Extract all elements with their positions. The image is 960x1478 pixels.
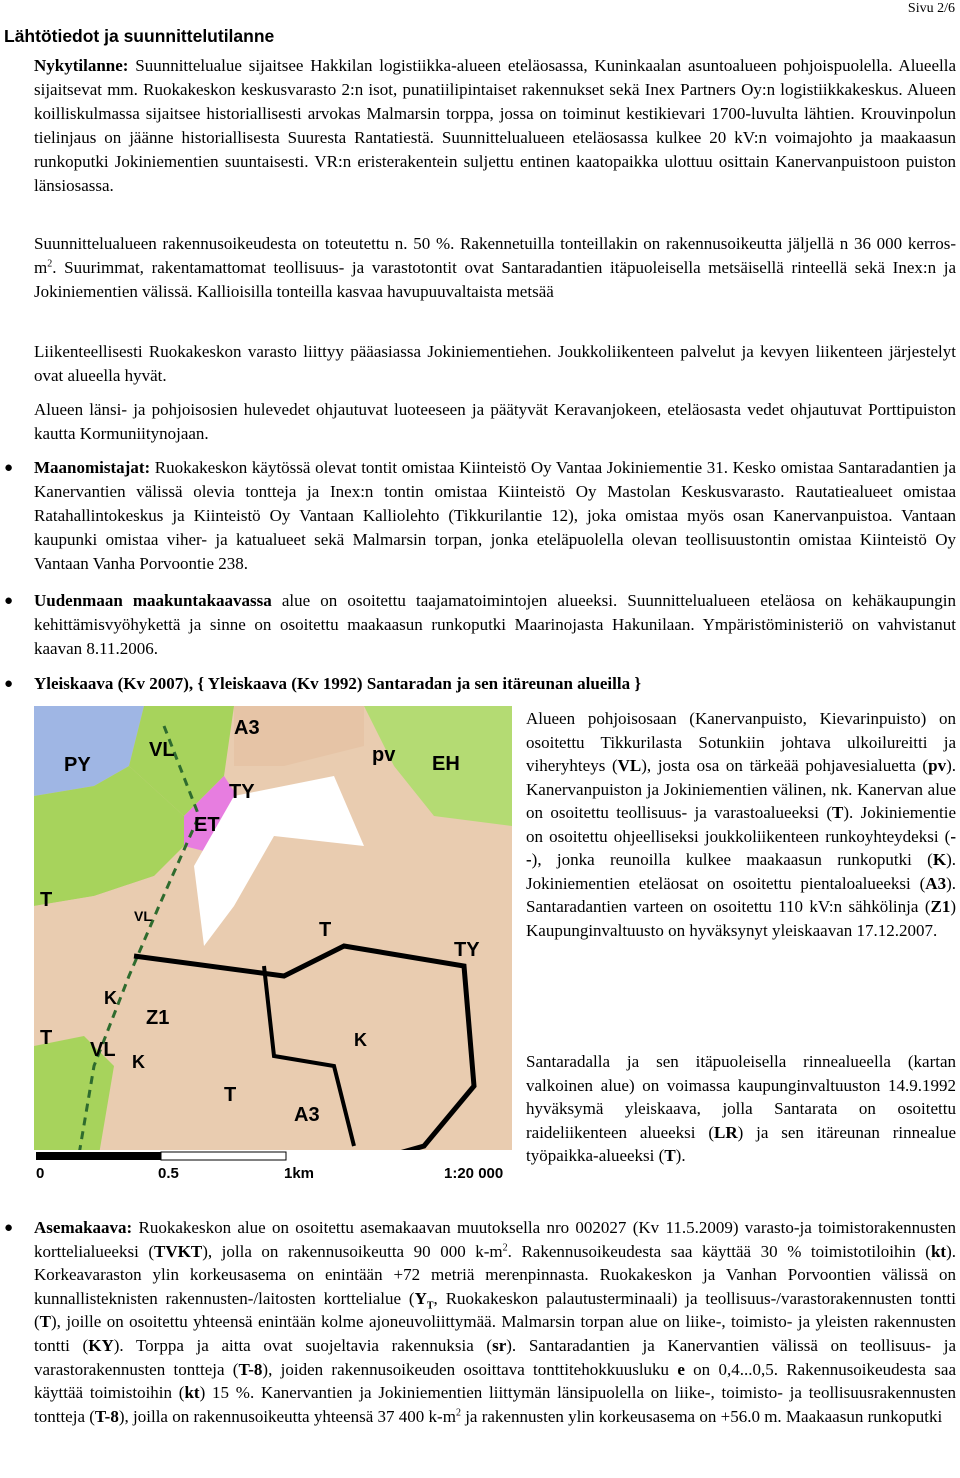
current-state-label: Nykytilanne: xyxy=(34,56,129,75)
map-description-2 xyxy=(526,1050,956,1168)
paragraph-stormwater: Alueen länsi- ja pohjoisosien hulevedet ohjautuvat luoteeseen ja päätyvät Keravanjokeen, eteläosasta vedet ohjautuvat Porttipuiston kautta Kormuniitynojaan. xyxy=(34,400,956,443)
bullet-icon: ● xyxy=(4,676,14,692)
text-run: T xyxy=(39,1312,52,1332)
scale-label: 1:20 000 xyxy=(444,1165,504,1182)
text-run: ), joiden rakennusoikeuden osoittava tonttitehokkuusluku xyxy=(262,1359,678,1379)
map-label: T xyxy=(224,1084,237,1106)
text-run: K xyxy=(932,850,947,869)
text-run: ). Santaradantien ja Kanervantien välissä on teollisuus- ja varastorakennusten tontteja ( xyxy=(34,1335,956,1379)
map-label: A3 xyxy=(234,717,260,739)
map-label: T xyxy=(40,889,53,911)
map-label: K xyxy=(104,988,117,1008)
master-plan-label: Yleiskaava (Kv 2007), { Yleiskaava (Kv 1992) Santaradan ja sen itäreunan alueilla } xyxy=(34,674,642,693)
text-run: ). Torppa ja aitta ovat suojeltavia rakennuksia ( xyxy=(113,1335,493,1355)
scale-bar-white xyxy=(161,1152,286,1160)
current-state-text: Suunnittelualue sijaitsee Hakkilan logistiikka-alueen eteläosassa, Kuninkaalan asuntoalueen pohjoispuolella. Alueella sijaitsevat mm. Ruokakeskon keskusvarasto 2:n isot, punatiilipintaiset rakennukset sekä Inex Partners Oy:n logistiikkakeskus. Alueen koilliskulmassa sijaitsee historiallisesti arvokas Malmarsin torppa, jossa on toiminut kestikievari 1700-luvulta lähtien. Krouvinpolun tielinjaus on jäänne historiallisesta Suuresta Rantatiestä. Suunnittelualueen eteläosassa kulkee 20 kV:n voimajohto ja maakaasun runkoputki Jokiniementien suuntaisesti. VR:n eristerakentein suljettu entinen kaatopaikka ulottuu osittain Kanervanpuistoon puiston länsiosassa. xyxy=(34,56,957,195)
paragraph-detailed-plan xyxy=(34,1216,956,1428)
text-run: ), joilla on rakennusoikeutta yhteensä 37 400 k-m xyxy=(118,1406,456,1426)
map-label: TY xyxy=(454,939,480,961)
text-run: T xyxy=(426,1300,434,1312)
paragraph-landowners xyxy=(34,456,956,576)
text-run: 2 xyxy=(455,1407,461,1419)
map-label: TY xyxy=(229,781,255,803)
text-run: Alueen pohjoisosaan (Kanervanpuisto, Kievarinpuisto) on osoitettu Tikkurilasta Sotunkiin johtava ulkoilureitti ja viheryhteys ( xyxy=(526,709,956,775)
text-run: KY xyxy=(88,1335,114,1355)
text-run: -- xyxy=(526,826,956,869)
text-run: on 0,4...0,5. Rakennusoikeudesta saa käyttää toimistoihin ( xyxy=(34,1359,957,1403)
bullet-icon: ● xyxy=(4,460,14,476)
text-run: ) Kaupunginvaltuusto on hyväksynyt yleiskaavan 17.12.2007. xyxy=(526,897,956,940)
text-run: Y xyxy=(414,1288,427,1308)
text-run: ). Kanervanpuiston ja Jokiniementien välinen, nk. Kanervan alue on osoitettu teollisuus- ja varastoalueeksi ( xyxy=(526,756,956,822)
map-label: pv xyxy=(372,744,396,766)
text-run: e xyxy=(677,1359,685,1379)
text-run: ). Santaradantien varteen on osoitettu 110 kV:n sähkölinja ( xyxy=(526,873,956,916)
map-label: A3 xyxy=(294,1104,320,1126)
map-label: T xyxy=(40,1027,53,1049)
map-label: PY xyxy=(64,754,91,776)
map-label: Z1 xyxy=(146,1007,170,1029)
text-run: . Rakennusoikeudesta saa käyttää 30 % toimistotiloihin ( xyxy=(507,1241,931,1261)
text-run: sr xyxy=(492,1335,507,1355)
map-label: EH xyxy=(432,753,460,775)
text-run: ). Jokiniementie on osoitettu ohjeelliseksi joukkoliikenteen runkoyhteydeksi ( xyxy=(526,803,957,846)
text-run: T-8 xyxy=(94,1406,119,1426)
paragraph-master-plan-heading xyxy=(34,672,956,696)
text-run: T xyxy=(832,803,844,822)
scale-bar-black xyxy=(36,1152,161,1160)
map-label: K xyxy=(132,1052,145,1072)
text-run: ), jonka reunoilla kulkee maakaasun runkoputki ( xyxy=(531,850,933,869)
paragraph-traffic: Liikenteellisesti Ruokakeskon varasto liittyy pääasiassa Jokiniementiehen. Joukkoliikenteen palvelut ja kevyen liikenteen järjestelyt ovat alueella hyvät. xyxy=(34,342,956,385)
scale-label: 0.5 xyxy=(158,1165,179,1182)
bullet-icon: ● xyxy=(4,1220,14,1236)
text-run: LR xyxy=(714,1122,738,1142)
map-label: T xyxy=(319,919,332,941)
map-label: K xyxy=(354,1030,367,1050)
text-run: ) 15 %. Kanervantien ja Jokiniementien liittymän länsipuolella on liike-, toimisto- ja teollisuusrakennusten tontteja ( xyxy=(34,1383,956,1426)
text-run: Z1 xyxy=(930,897,951,916)
text-run: Ruokakeskon alue on osoitettu asemakaavan muutoksella nro 002027 (Kv 11.5.2009) varasto-ja toimistorakennusten korttelialueeksi ( xyxy=(34,1218,956,1261)
map-label: VL xyxy=(90,1039,116,1061)
scale-label: 1km xyxy=(284,1165,315,1182)
map-label: VL xyxy=(149,739,175,761)
text-run: ), joille on osoitettu yhteensä enintään kolme ajoneuvoliittymää. Malmarsin torpan alue on liike-, toimisto- ja yleisten rakennusten tontti ( xyxy=(34,1312,956,1355)
text-run: T xyxy=(664,1146,676,1165)
text-run: , Ruokakeskon palautusterminaali) ja teollisuus-/varastorakennusten tontti ( xyxy=(34,1288,956,1332)
landowners-text: Ruokakeskon käytössä olevat tontit omistaa Kiinteistö Oy Vantaa Jokiniementie 31. Kesko omistaa Santaradantien ja Kanervantien välissä olevia tontteja ja Inex:n tontin omistaa Kiinteistö Oy Mastolan Keskusvarasto. Rautatiealueet omistaa Ratahallintokeskus ja Kiinteistö Oy Vantaan Kalliolehto (Tikkurilantie 12), joka omistaa myös osan Kanervanpuistoa. Vantaan kaupunki omistaa viher- ja katualueet sekä Malmarsin torpan, jonka eteläpuolella olevan teollisuustontin omistaa Kiinteistö Oy Vantaan Vanha Porvoontie 238. xyxy=(34,458,956,573)
text-run: VL xyxy=(617,756,642,775)
text-run: T-8 xyxy=(238,1359,263,1379)
text-run: pv xyxy=(928,756,947,775)
text-run: 2 xyxy=(502,1241,508,1253)
text-run: ), jolla on rakennusoikeutta 90 000 k-m xyxy=(202,1241,503,1261)
paragraph-building-rights xyxy=(34,232,956,304)
text-run: Santaradalla ja sen itäpuoleisella rinnealueella (kartan valkoinen alue) on voimassa kaupunginvaltuuston 14.9.1992 hyväksymä yleiskaava, jolla Santarata on osoitettu raideliikenteen alueeksi ( xyxy=(526,1052,956,1142)
text-run: kt xyxy=(930,1241,947,1261)
text-run: Asemakaava: xyxy=(34,1218,133,1237)
text-run: A3 xyxy=(925,873,947,893)
master-plan-map xyxy=(34,706,512,1184)
bullet-icon: ● xyxy=(4,593,14,609)
text-run: TVKT xyxy=(154,1241,203,1261)
map-label: VL xyxy=(134,908,152,924)
text-run: ), josta osa on tärkeää pohjavesialuetta ( xyxy=(641,756,929,775)
paragraph-regional-plan xyxy=(34,589,956,661)
text-run: kt xyxy=(184,1383,200,1403)
regional-plan-text: alue on osoitettu taajamatoimintojen alueeksi. Suunnittelualueen eteläosa on kehäkaupungin kehittämisvyöhykettä ja sinne on osoitettu maakaasun runkoputki Maarinojasta Hakunilaan. Ympäristöministeriö on vahvistanut kaavan 8.11.2006. xyxy=(34,591,956,658)
building-rights-text-a: Suunnittelualueen rakennusoikeudesta on toteutettu n. 50 %. Rakennetuilla tonteillakin on rakennusoikeutta jäljellä n 36 000 kerros-m xyxy=(34,234,956,277)
paragraph-current-state xyxy=(34,54,956,198)
map-description-1 xyxy=(526,707,956,942)
text-run: ). xyxy=(675,1146,686,1165)
section-heading: Lähtötiedot ja suunnittelutilanne xyxy=(4,26,275,46)
landowners-label: Maanomistajat: xyxy=(34,458,151,477)
building-rights-text-b: . Suurimmat, rakentamattomat teollisuus- ja varastotontit ovat Santaradantien itäpuoleisella metsäisellä rinteellä sekä Inex:n ja Jokiniementien välissä. Kallioisilla tonteilla kasvaa havupuuvaltaista metsää xyxy=(34,258,956,301)
text-run: ). Jokiniementien eteläosat on osoitettu pientaloalueeksi ( xyxy=(526,850,956,893)
scale-label: 0 xyxy=(36,1165,45,1182)
text-run: ). Korkeavaraston ylin korkeusasema on enintään +72 metriä merenpinnasta. Ruokakeskon ja Vanhan Porvoontien välissä on kunnallisteknisten rakennusten-/laitosten korttelialue ( xyxy=(34,1241,957,1308)
text-run: ja rakennusten ylin korkeusasema on +56.0 m. Maakaasun runkoputki xyxy=(460,1406,943,1426)
superscript: 2 xyxy=(47,258,53,270)
page-number: Sivu 2/6 xyxy=(907,1,955,16)
regional-plan-label: Uudenmaan maakuntakaavassa xyxy=(34,591,272,610)
map-label: ET xyxy=(194,814,220,836)
text-run: ) ja sen itäreunan rinnealue työpaikka-alueeksi ( xyxy=(526,1122,956,1165)
